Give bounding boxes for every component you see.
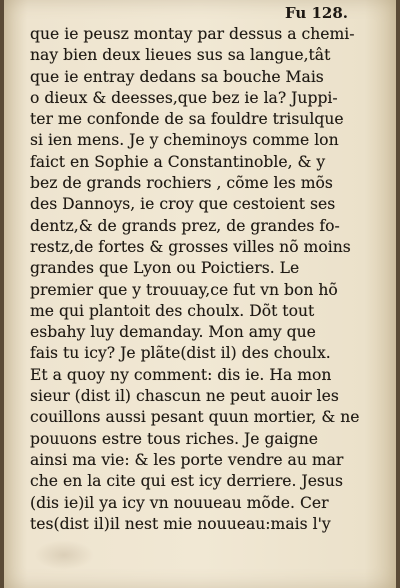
text-line: esbahy luy demanday. Mon amy que <box>30 323 316 342</box>
text-line: dentz,& de grands prez, de grandes fo- <box>30 216 340 235</box>
text-line: premier que y trouuay,ce fut vn bon hõ <box>30 280 338 299</box>
text-line: faict en Sophie a Constantinoble, & y <box>30 152 326 171</box>
text-line: fais tu icy? Je plãte(dist il) des choulx. <box>30 344 331 363</box>
text-line: restz,de fortes & grosses villes nõ moins <box>30 237 351 256</box>
text-line: grandes que Lyon ou Poictiers. Le <box>30 259 300 278</box>
text-line: que ie peusz montay par dessus a chemi- <box>30 25 355 43</box>
paper-stain <box>34 540 94 570</box>
page-body-text <box>30 24 360 535</box>
text-line: me qui plantoit des choulx. Dõt tout <box>30 301 315 320</box>
text-line: que ie entray dedans sa bouche Mais <box>30 67 324 86</box>
text-line: pouuons estre tous riches. Je gaigne <box>30 429 318 448</box>
text-line: sieur (dist il) chascun ne peut auoir les <box>30 387 339 406</box>
text-line: o dieux & deesses,que bez ie la? Juppi- <box>30 88 338 107</box>
text-line: ter me confonde de sa fouldre trisulque <box>30 110 344 129</box>
text-line: tes(dist il)il nest mie nouueau:mais l'y <box>30 514 331 533</box>
text-line: Et a quoy ny comment: dis ie. Ha mon <box>30 365 332 384</box>
text-line: bez de grands rochiers , cõme les mõs <box>30 174 333 193</box>
text-line: des Dannoys, ie croy que cestoient ses <box>30 195 336 214</box>
text-line: che en la cite qui est icy derriere. Jesus <box>30 472 343 491</box>
text-line: si ien mens. Je y cheminoys comme lon <box>30 131 339 150</box>
book-page <box>4 0 396 588</box>
text-line: couillons aussi pesant quun mortier, & ne <box>30 408 360 427</box>
folio-number: Fu 128. <box>284 4 348 22</box>
text-line: nay bien deux lieues sus sa langue,tât <box>30 46 331 65</box>
text-line: (dis ie)il ya icy vn nouueau mõde. Cer <box>30 493 329 512</box>
text-line: ainsi ma vie: & les porte vendre au mar <box>30 450 344 469</box>
